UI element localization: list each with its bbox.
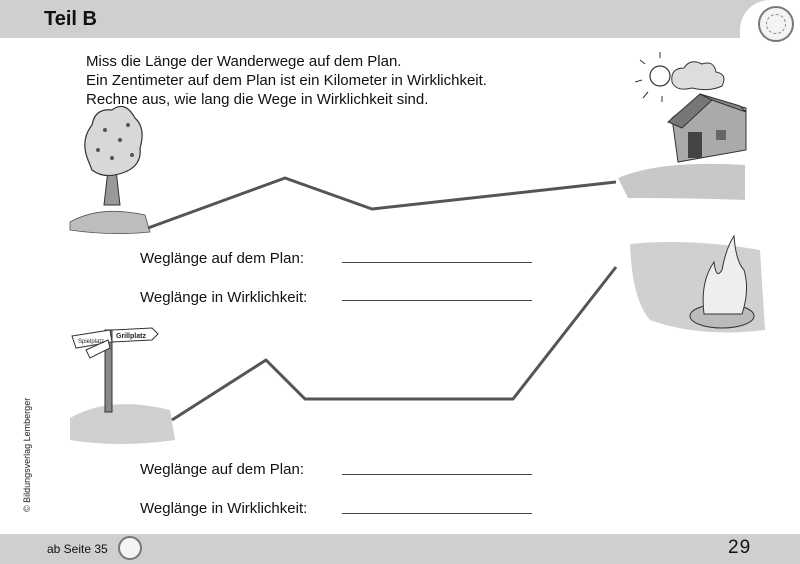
instruction-line-2: Ein Zentimeter auf dem Plan ist ein Kilometer in Wirklichkeit. [86,72,487,89]
book-badge-small-icon [118,536,142,560]
signpost-icon [70,328,175,444]
cloud-icon [672,62,724,90]
sign-grillplatz: Grillplatz [116,333,146,340]
ex2-answer-plan[interactable] [342,474,532,475]
ex2-label-plan: Weglänge auf dem Plan: [140,461,304,478]
instruction-line-3: Rechne aus, wie lang die Wege in Wirklichkeit sind. [86,91,429,108]
instruction-line-1: Miss die Länge der Wanderwege auf dem Plan. [86,53,402,70]
page-number: 29 [728,537,752,558]
ex1-answer-plan[interactable] [342,262,532,263]
ex1-label-real: Weglänge in Wirklichkeit: [140,289,308,306]
path-1 [148,178,616,228]
sign-spielplatz: Spielplatz [78,339,105,345]
ex2-label-real: Weglänge in Wirklichkeit: [140,500,308,517]
sun-icon [635,52,670,102]
copyright-notice: © Bildungsverlag Lemberger [22,397,32,512]
house-icon [618,94,746,200]
tree-icon [70,106,150,233]
page-title: Teil B [44,8,97,30]
source-reference: ab Seite 35 [47,542,108,556]
ex1-label-plan: Weglänge auf dem Plan: [140,250,304,267]
campfire-icon [630,236,765,332]
ex1-answer-real[interactable] [342,300,532,301]
ex2-answer-real[interactable] [342,513,532,514]
